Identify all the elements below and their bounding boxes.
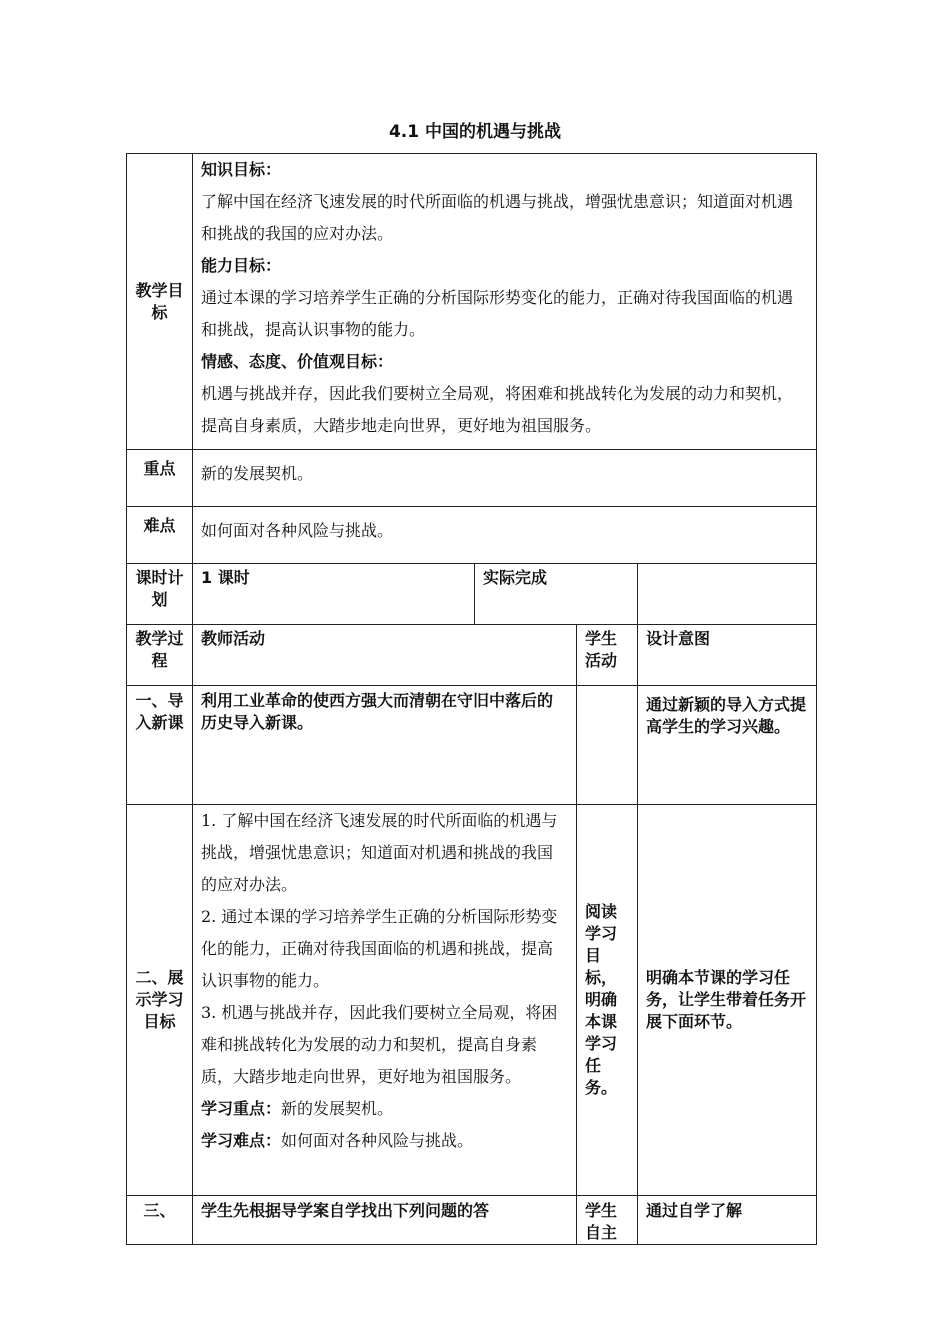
step-row: [127, 1196, 817, 1245]
learning-difficulty: 学习难点：如何面对各种风险与挑战。: [201, 1131, 474, 1150]
process-header-row: [127, 625, 817, 686]
objectives-label: 教学目标: [127, 154, 193, 450]
plan-value: 1 课时: [193, 564, 475, 625]
step-row: [127, 686, 817, 805]
objectives-content: [193, 154, 817, 450]
design-intent-header: 设计意图: [638, 625, 817, 686]
student-activity-header: 学生活动: [577, 625, 638, 686]
step-row: [127, 805, 817, 1196]
key-point-label: 重点: [127, 450, 193, 507]
step-label: 二、展示学习目标: [127, 805, 193, 1196]
objective-item: 2. 通过本课的学习培养学生正确的分析国际形势变化的能力，正确对待我国面临的机遇和挑战，提高认识事物的能力。: [201, 907, 558, 990]
plan-label: 课时计划: [127, 564, 193, 625]
step-student-activity: [577, 686, 638, 805]
difficulty-label: 难点: [127, 507, 193, 564]
actual-label: 实际完成: [475, 564, 638, 625]
lesson-plan-table: [126, 153, 817, 1245]
step-design-intent: 通过自学了解: [638, 1196, 817, 1245]
objectives-row: [127, 154, 817, 450]
plan-row: [127, 564, 817, 625]
step-design-intent: 明确本节课的学习任务，让学生带着任务开展下面环节。: [638, 805, 817, 1196]
objective-item: 1. 了解中国在经济飞速发展的时代所面临的机遇与挑战，增强忧患意识；知道面对机遇和挑战的我国的应对办法。: [201, 811, 558, 894]
emotion-title: 情感、态度、价值观目标：: [201, 352, 394, 371]
step-student-activity: 阅读学习目标，明确本课学习任务。: [577, 805, 638, 1196]
step-label: 一、导入新课: [127, 686, 193, 805]
learning-key-point: 学习重点：新的发展契机。: [201, 1099, 394, 1118]
step-teacher-activity: 学生先根据导学案自学找出下列问题的答: [193, 1196, 577, 1245]
difficulty-row: [127, 507, 817, 564]
key-point-text: 新的发展契机。: [193, 450, 817, 507]
actual-value: [638, 564, 817, 625]
ability-text: 通过本课的学习培养学生正确的分析国际形势变化的能力，正确对待我国面临的机遇和挑战，提高认识事物的能力。: [201, 288, 794, 339]
step-student-activity: 学生自主: [577, 1196, 638, 1245]
step-teacher-activity: 利用工业革命的使西方强大而清朝在守旧中落后的历史导入新课。: [193, 686, 577, 805]
step-teacher-activity: [193, 805, 577, 1196]
document-title: 4.1 中国的机遇与挑战: [388, 122, 562, 142]
step-label: 三、: [127, 1196, 193, 1245]
step-design-intent: 通过新颖的导入方式提高学生的学习兴趣。: [638, 686, 817, 805]
ability-title: 能力目标：: [201, 256, 282, 275]
process-label: 教学过程: [127, 625, 193, 686]
knowledge-title: 知识目标：: [201, 160, 282, 179]
teacher-activity-header: 教师活动: [193, 625, 577, 686]
knowledge-text: 了解中国在经济飞速发展的时代所面临的机遇与挑战，增强忧患意识；知道面对机遇和挑战的我国的应对办法。: [201, 192, 794, 243]
difficulty-text: 如何面对各种风险与挑战。: [193, 507, 817, 564]
objective-item: 3. 机遇与挑战并存，因此我们要树立全局观，将困难和挑战转化为发展的动力和契机，提高自身素质，大踏步地走向世界，更好地为祖国服务。: [201, 1003, 558, 1086]
key-point-row: [127, 450, 817, 507]
emotion-text: 机遇与挑战并存，因此我们要树立全局观，将困难和挑战转化为发展的动力和契机，提高自身素质，大踏步地走向世界，更好地为祖国服务。: [201, 384, 794, 435]
